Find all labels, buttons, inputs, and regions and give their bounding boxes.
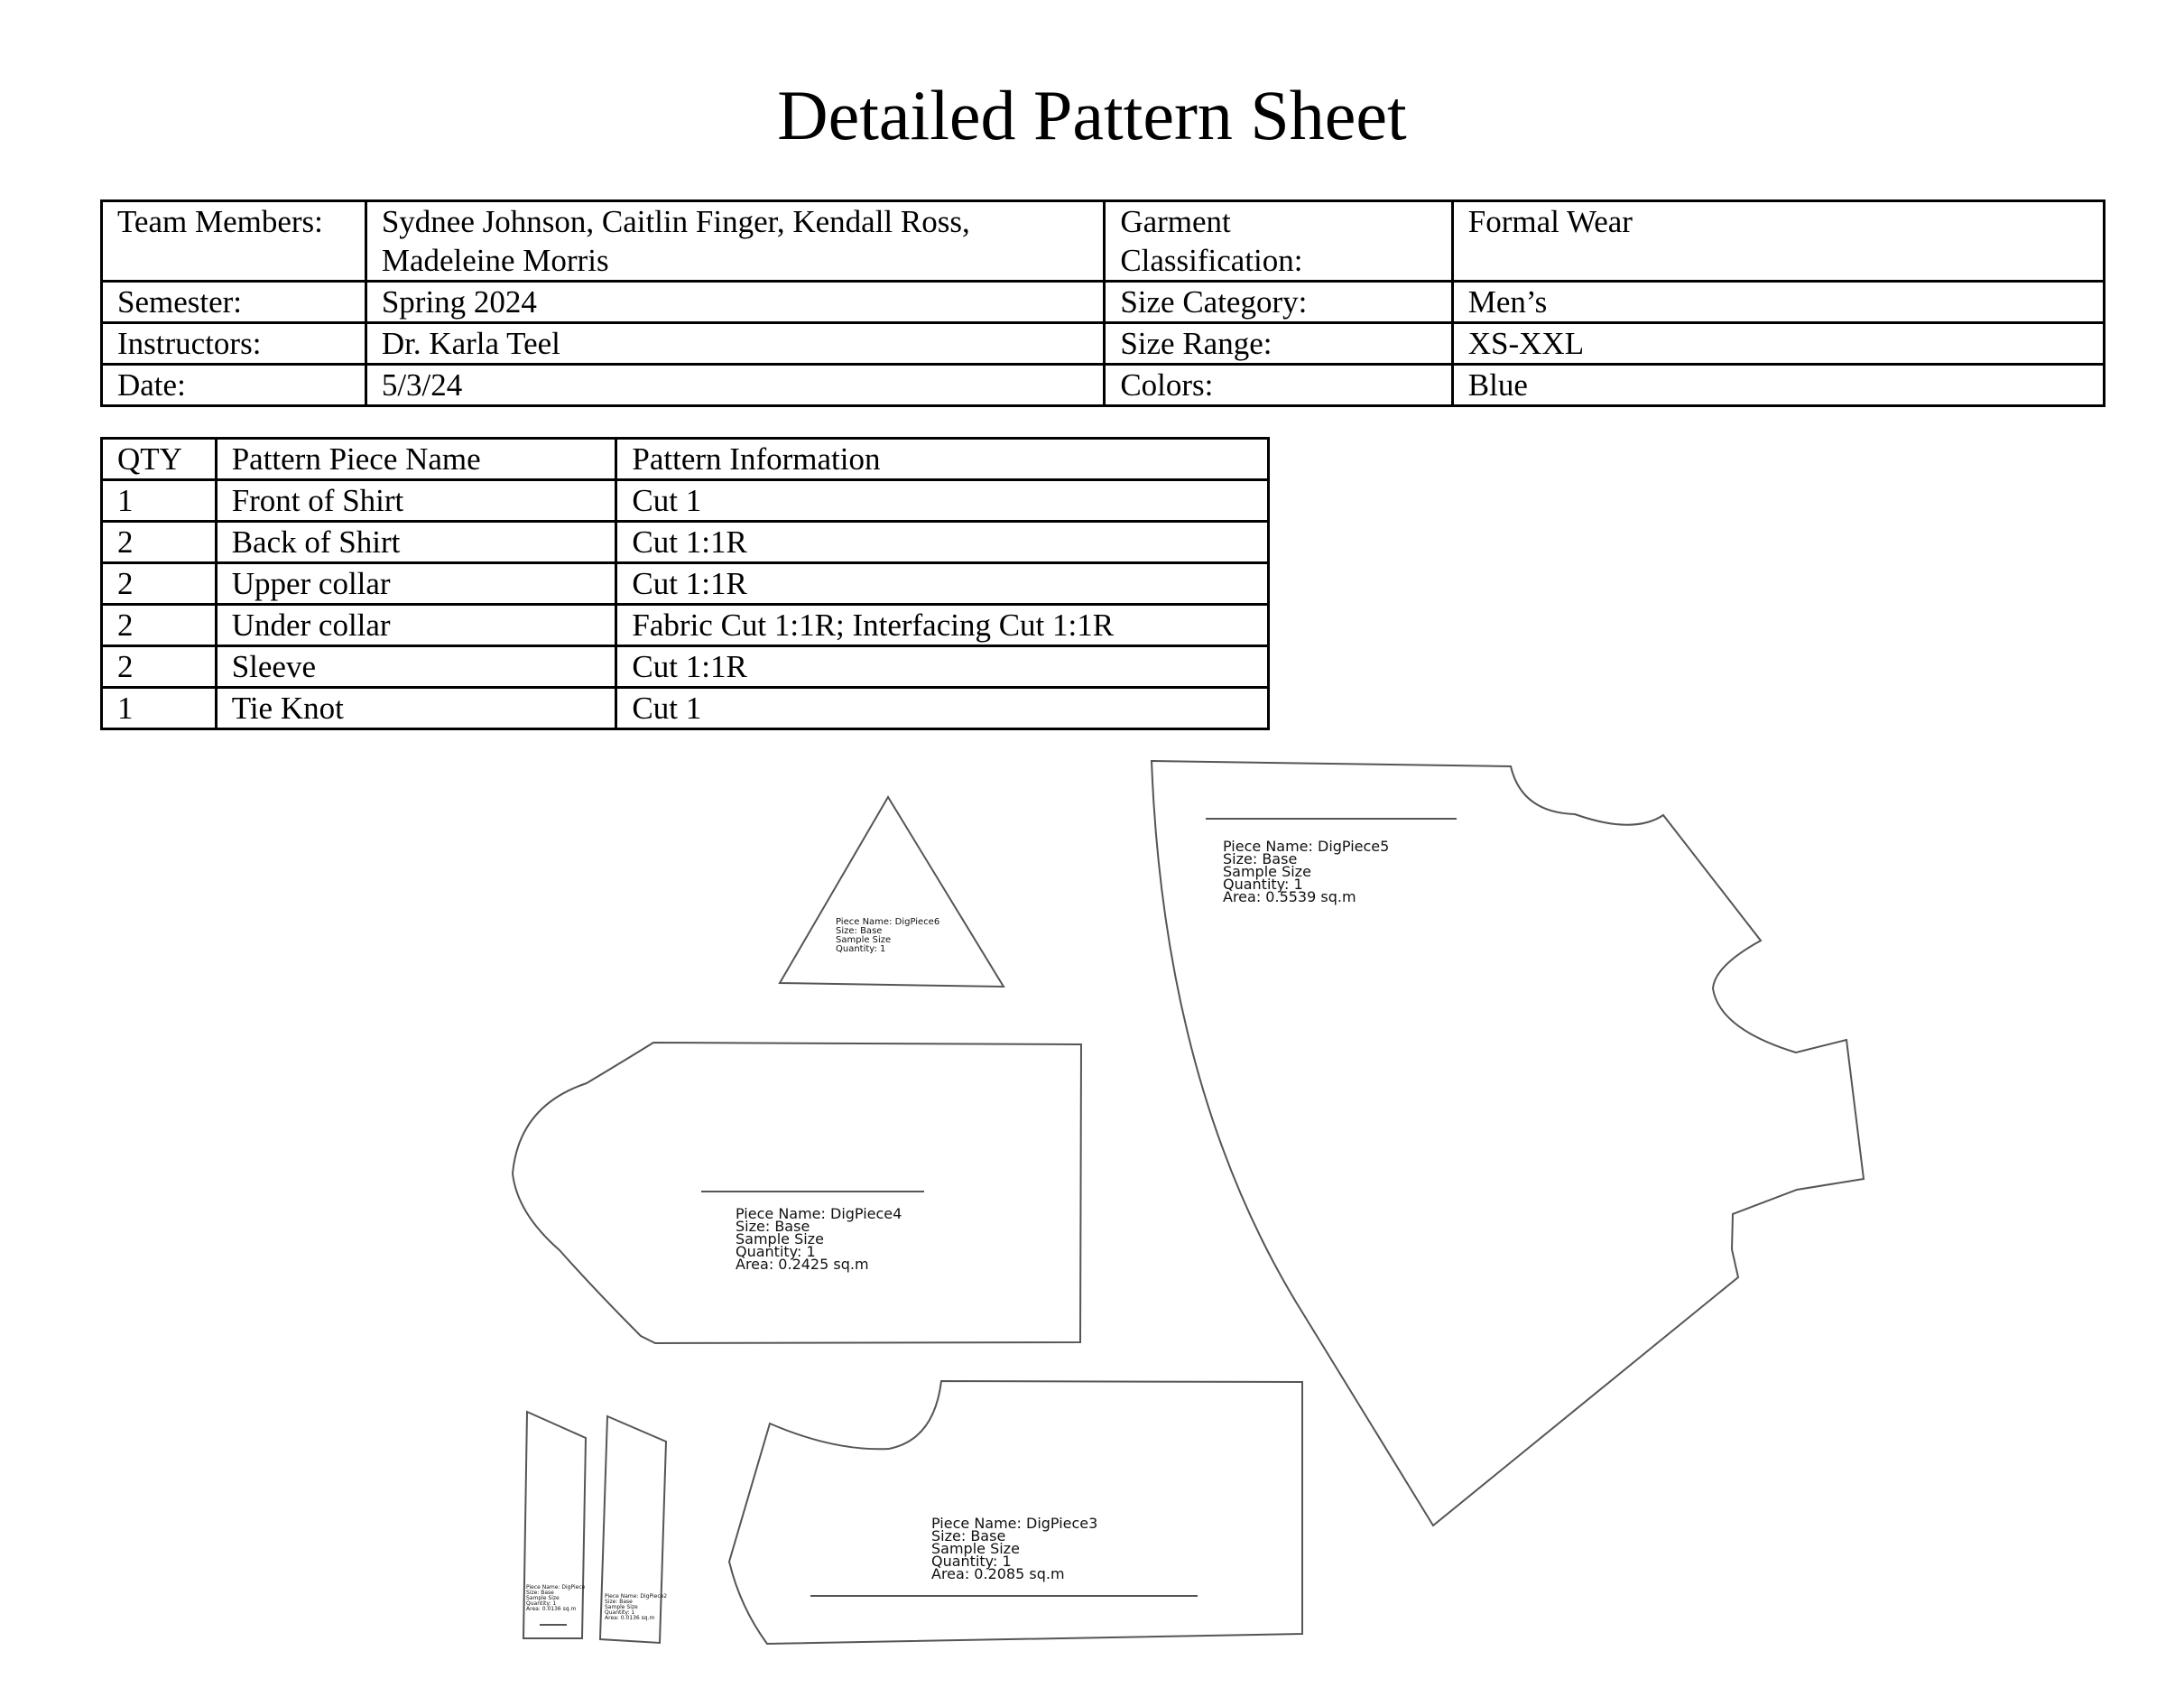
piece-label: Piece Name: DigPiece4 Size: Base Sample Size Quantity: 1 Area: 0.2425 sq.m (736, 1205, 902, 1273)
piece-outline (513, 1043, 1081, 1343)
piece-info-cell: Cut 1:1R (616, 646, 1269, 688)
piece-name-cell: Back of Shirt (216, 522, 616, 563)
info-label: Colors: (1105, 365, 1452, 406)
team-members-line-1: Sydnee Johnson, Caitlin Finger, Kendall Ross, (381, 204, 970, 239)
pattern-piece-digpiece3 (729, 1381, 1302, 1644)
column-header: Pattern Piece Name (216, 439, 616, 480)
team-members-line-2: Madeleine Morris (381, 243, 609, 278)
column-header: Pattern Information (616, 439, 1269, 480)
info-value: Blue (1452, 365, 2104, 406)
column-header: QTY (102, 439, 217, 480)
piece-name-cell: Sleeve (216, 646, 616, 688)
piece-info-cell: Cut 1 (616, 480, 1269, 522)
piece-label: Piece Name: DigPiece5 Size: Base Sample Size Quantity: 1 Area: 0.5539 sq.m (1223, 838, 1390, 905)
piece-label: Piece Name: DigPiece Size: Base Sample Size Quantity: 1 Area: 0.0136 sq.m (526, 1584, 586, 1612)
info-value: Spring 2024 (366, 282, 1104, 323)
label-line-1: Garment (1120, 204, 1231, 239)
pattern-piece-digpiece5 (1152, 761, 1864, 1526)
piece-label: Piece Name: DigPiece3 Size: Base Sample Size Quantity: 1 Area: 0.2085 sq.m (931, 1515, 1098, 1582)
info-label: Date: (102, 365, 366, 406)
info-value: 5/3/24 (366, 365, 1104, 406)
piece-outline (729, 1381, 1302, 1644)
info-label: Semester: (102, 282, 366, 323)
piece-info-cell: Cut 1:1R (616, 563, 1269, 605)
info-label: Size Category: (1105, 282, 1452, 323)
info-value: Men’s (1452, 282, 2104, 323)
piece-info-cell: Cut 1:1R (616, 522, 1269, 563)
qty-cell: 2 (102, 646, 217, 688)
info-value: XS-XXL (1452, 323, 2104, 365)
page-title: Detailed Pattern Sheet (777, 76, 1407, 154)
pattern-piece-digpiece4 (513, 1043, 1081, 1343)
qty-cell: 1 (102, 688, 217, 729)
qty-cell: 2 (102, 522, 217, 563)
info-label: Instructors: (102, 323, 366, 365)
info-label: Size Range: (1105, 323, 1452, 365)
info-value: Dr. Karla Teel (366, 323, 1104, 365)
label-line-2: Classification: (1120, 243, 1303, 278)
pattern-piece-digpiece6 (780, 797, 1004, 987)
info-label: Team Members: (102, 201, 366, 282)
pattern-piece-collar-1 (523, 1412, 587, 1638)
piece-name-cell: Upper collar (216, 563, 616, 605)
piece-label: Piece Name: DigPiece2 Size: Base Sample Size Quantity: 1 Area: 0.0136 sq.m (605, 1593, 668, 1621)
qty-cell: 2 (102, 563, 217, 605)
qty-cell: 1 (102, 480, 217, 522)
piece-info-cell: Fabric Cut 1:1R; Interfacing Cut 1:1R (616, 605, 1269, 646)
piece-name-cell: Front of Shirt (216, 480, 616, 522)
piece-info-cell: Cut 1 (616, 688, 1269, 729)
piece-outline (780, 797, 1004, 987)
qty-cell: 2 (102, 605, 217, 646)
piece-name-cell: Tie Knot (216, 688, 616, 729)
pattern-piece-collar-2 (600, 1416, 669, 1643)
piece-name-cell: Under collar (216, 605, 616, 646)
piece-label: Piece Name: DigPiece6 Size: Base Sample Size Quantity: 1 (836, 917, 940, 954)
info-value: Formal Wear (1452, 201, 2104, 282)
